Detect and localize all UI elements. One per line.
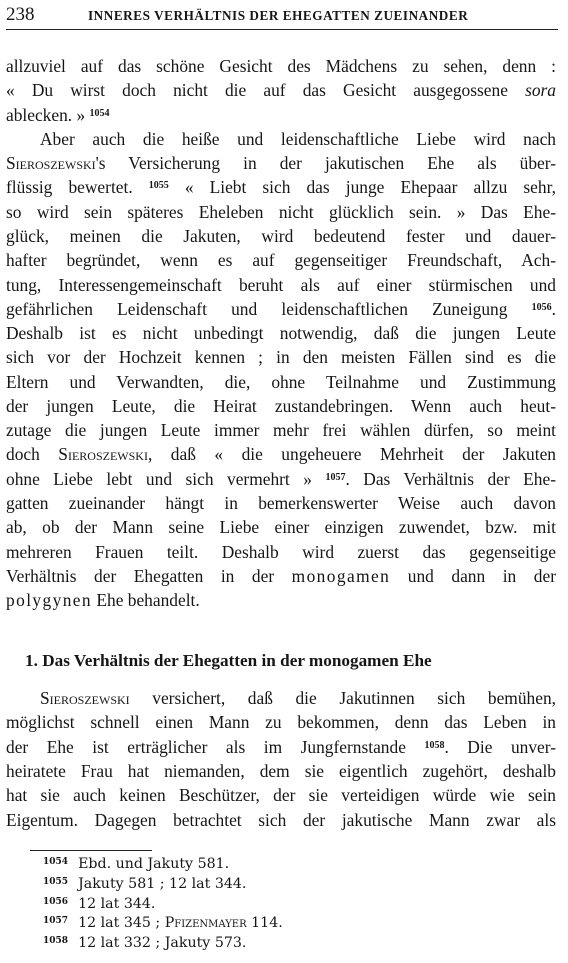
text-line [6,151,556,176]
text-run: Verhältnis der Ehegatten in der [6,565,292,586]
text-run: Eigentum. Dagegen betrachtet sich der jakutische Mann zwar als [6,809,556,830]
text-run: Sieroszewski [6,153,96,174]
footnote [43,933,246,953]
text-line [6,418,556,443]
text-run: gefährlichen Leidenschaft und leidenschaftlichen Zuneigung [6,298,532,319]
text-line [6,394,556,419]
text-run: und dann in der [390,565,556,586]
text-run: der Ehe ist erträglicher als im Jungfernstande [6,736,425,757]
text-run: heiratete Frau hat niemanden, dem sie eigentlich zugehört, deshalb [6,760,556,781]
text-run: allzuviel auf das schöne Gesicht des Mädchens zu sehen, denn : [6,56,556,76]
text-line [40,686,556,711]
text-run: gatten zueinander hängt in bemerkenswerter Weise auch davon [6,493,556,514]
footnote-number: 1055 [43,876,69,887]
footnote-author: Pfizenmayer [164,915,247,932]
footnote-number: 1056 [43,896,69,907]
text-run: so wird sein späteres Eheleben nicht glücklich sein. » Das Ehe- [6,201,556,222]
footnote-ref: 1054 [89,107,110,119]
footnote-ref: 1056 [531,301,552,313]
section-heading: 1. Das Verhältnis der Ehegatten in der monogamen Ehe [25,651,432,670]
text-line [6,515,556,540]
text-line [6,103,556,128]
text-run: ohne Liebe lebt und sich vermehrt » [6,468,326,489]
text-run: hafter begründet, wenn es auf gegenseitiger Freundschaft, Ach- [6,250,556,271]
text-run: ablecken. » [6,104,90,125]
text-line [40,127,556,152]
footnote [43,913,283,933]
text-run: hat sie auch keinen Beschützer, der sie verteidigen würde wie sein [6,785,556,806]
text-run: . Die unver- [444,736,556,757]
text-line [6,588,556,613]
footnote [43,894,155,914]
page-header [6,5,558,30]
text-run: monogamen [291,565,391,586]
text-run: sora [525,80,556,101]
text-line [6,224,556,249]
text-line [6,710,556,735]
text-run: flüssig bewertet. [6,177,149,198]
footnote-ref: 1055 [148,180,169,192]
text-run: « Du wirst doch nicht die auf das Gesicht ausgegossene [6,80,526,101]
page-number: 238 [6,4,35,25]
text-line [6,200,556,225]
text-run: Sieroszewski [58,444,148,465]
text-run: mehreren Frauen teilt. Deshalb wird zuerst das gegenseitige [6,541,556,562]
text-run: zutage die jungen Leute immer mehr frei wählen dürfen, so meint [6,420,556,441]
footnote-text: 12 lat 344. [78,895,156,912]
text-line [6,78,556,103]
text-run: versichert, daß die Jakutinnen sich bemühen, [129,688,556,708]
text-run: tung, Interessengemeinschaft beruht als auf einer stürmischen und [6,274,556,295]
text-run: 's Versicherung in der jakutischen Ehe als über- [95,153,556,174]
footnote-text: Ebd. und Jakuty 581. [78,856,230,872]
footnote-ref: 1057 [325,471,346,483]
text-line [6,491,556,516]
footnote-rule [30,850,152,851]
text-line [6,248,556,273]
footnote-text: 114. [246,915,283,932]
text-line [6,564,556,589]
text-line [6,273,556,298]
text-run: Deshalb ist es nicht unbedingt notwendig, daß die jungen Leute [6,323,556,344]
text-line [6,54,556,79]
footnote [43,874,246,894]
text-line [6,467,556,492]
running-title: INNERES VERHÄLTNIS DER EHEGATTEN ZUEINANDER [88,8,469,23]
text-line [6,759,556,784]
text-run: glück, meinen die Jakuten, wird bedeutend fester und dauer- [6,225,556,246]
text-run: , daß « die ungeheuere Mehrheit der Jakuten [147,444,556,465]
text-line [6,540,556,565]
text-run: sich vor der Hochzeit kennen ; in den meisten Fällen sind es die [6,347,556,368]
text-line [6,345,556,370]
text-line [6,321,556,346]
text-run: . [551,298,556,319]
text-line [6,735,556,760]
text-run: Ehe behandelt. [92,590,200,611]
footnote [43,854,229,874]
text-line [6,370,556,395]
text-run: möglichst schnell einen Mann zu bekommen, denn das Leben in [6,712,556,733]
footnote-number: 1054 [43,857,69,867]
text-line [6,808,556,833]
text-line [6,297,556,322]
text-run: ab, ob der Mann seine Liebe einer einzigen zuwendet, bzw. mit [6,517,556,538]
text-run: . Das Verhältnis der Ehe- [345,468,557,489]
footnote-ref: 1058 [424,739,445,751]
footnote-text: Jakuty 581 ; 12 lat 344. [78,875,247,892]
text-run: doch [6,444,59,465]
footnote-text: 12 lat 332 ; Jakuty 573. [78,935,247,952]
text-run: Sieroszewski [40,688,130,708]
footnote-number: 1057 [43,916,69,927]
text-line [6,783,556,808]
text-run: Aber auch die heiße und leidenschaftliche Liebe wird nach [40,128,556,149]
footnote-text: 12 lat 345 ; [78,915,165,932]
text-line [6,175,556,200]
text-run: « Liebt sich das junge Ehepaar allzu sehr, [168,177,557,198]
footnote-number: 1058 [43,936,69,947]
text-run: der jungen Leute, die Heirat zustandebringen. Wenn auch heut- [6,395,556,416]
text-run: Eltern und Verwandten, die, ohne Teilnahme und Zustimmung [6,371,556,392]
text-run: polygynen [6,590,93,611]
text-line [6,442,556,467]
